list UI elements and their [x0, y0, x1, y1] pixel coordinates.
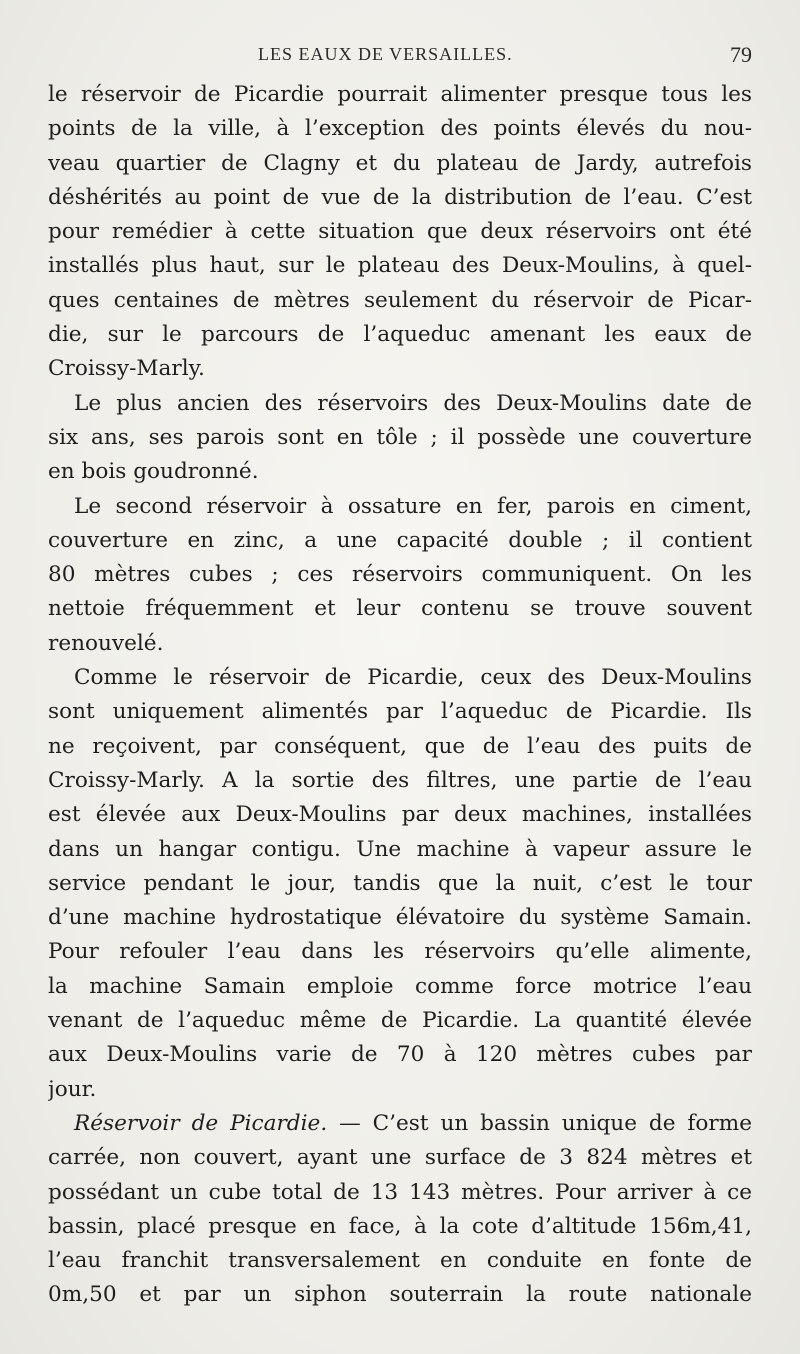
text-line: aux Deux-Moulins varie de 70 à 120 mètres cubes par: [48, 1042, 752, 1068]
text-fragment: — C’est un bassin unique de forme: [327, 1110, 752, 1136]
text-line: Croissy-Marly.: [48, 356, 205, 382]
text-line: Le plus ancien des réservoirs des Deux-Moulins date de: [74, 390, 752, 416]
text-line: Pour refouler l’eau dans les réservoirs qu’elle alimente,: [48, 939, 752, 965]
text-line: l’eau franchit transversalement en conduite en fonte de: [48, 1248, 752, 1274]
text-line: six ans, ses parois sont en tôle ; il possède une couverture: [48, 424, 752, 450]
text-line: bassin, placé presque en face, à la cote d’altitude 156m,41,: [48, 1213, 752, 1239]
page-number: 79: [730, 42, 752, 67]
text-line: Le second réservoir à ossature en fer, parois en ciment,: [74, 493, 752, 519]
text-line: la machine Samain emploie comme force motrice l’eau: [48, 973, 752, 999]
text-line: pour remédier à cette situation que deux réservoirs ont été: [48, 219, 752, 245]
text-line: 80 mètres cubes ; ces réservoirs communiquent. On les: [48, 562, 752, 588]
text-line: installés plus haut, sur le plateau des Deux-Moulins, à quel-: [48, 253, 752, 279]
text-line: carrée, non couvert, ayant une surface de 3 824 mètres et: [48, 1145, 752, 1171]
text-line: Croissy-Marly. A la sortie des filtres, une partie de l’eau: [48, 767, 752, 793]
text-line: couverture en zinc, a une capacité double ; il contient: [48, 527, 752, 553]
text-line: 0m,50 et par un siphon souterrain la route nationale: [48, 1282, 752, 1308]
text-line: venant de l’aqueduc même de Picardie. La quantité élevée: [48, 1008, 752, 1034]
running-title: LES EAUX DE VERSAILLES.: [258, 44, 513, 64]
text-line: en bois goudronné.: [48, 459, 259, 485]
text-line: sont uniquement alimentés par l’aqueduc de Picardie. Ils: [48, 699, 752, 725]
text-line: le réservoir de Picardie pourrait alimenter presque tous les: [48, 82, 752, 107]
text-line: est élevée aux Deux-Moulins par deux machines, installées: [48, 802, 752, 828]
paragraph-3: [48, 490, 752, 661]
text-line: renouvelé.: [48, 630, 164, 656]
text-line: ne reçoivent, par conséquent, que de l’eau des puits de: [48, 733, 752, 759]
paragraph-5: [48, 1107, 752, 1313]
text-line: veau quartier de Clagny et du plateau de Jardy, autrefois: [48, 150, 752, 176]
paragraph-4: [48, 661, 752, 1107]
page-header: [0, 44, 800, 72]
text-line: ques centaines de mètres seulement du réservoir de Picar-: [48, 287, 752, 313]
paragraph-1: [48, 78, 752, 387]
text-line: die, sur le parcours de l’aqueduc amenant les eaux de: [48, 322, 752, 348]
section-heading-italic: Réservoir de Picardie.: [74, 1110, 328, 1136]
text-line: points de la ville, à l’exception des points élevés du nou-: [48, 116, 752, 142]
text-line: déshérités au point de vue de la distribution de l’eau. C’est: [48, 184, 752, 210]
text-line: dans un hangar contigu. Une machine à vapeur assure le: [48, 836, 752, 862]
text-line: nettoie fréquemment et leur contenu se trouve souvent: [48, 596, 752, 622]
paragraph-2: [48, 387, 752, 490]
text-line: jour.: [48, 1076, 97, 1102]
text-line: d’une machine hydrostatique élévatoire du système Samain.: [48, 905, 752, 931]
text-line: possédant un cube total de 13 143 mètres. Pour arriver à ce: [48, 1179, 752, 1205]
text-line: [48, 1107, 752, 1141]
text-line: service pendant le jour, tandis que la nuit, c’est le tour: [48, 870, 752, 896]
text-line: Comme le réservoir de Picardie, ceux des Deux-Moulins: [74, 665, 752, 691]
body-text: [48, 78, 752, 1313]
